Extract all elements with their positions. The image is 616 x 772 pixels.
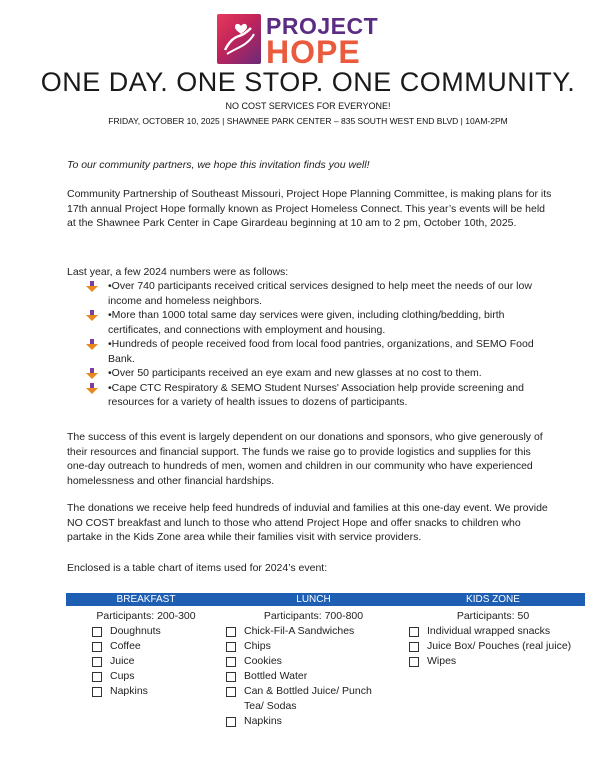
- logo-hope-text: HOPE: [266, 34, 361, 70]
- checklist-item: Chick-Fil-A Sandwiches: [226, 624, 401, 639]
- checklist-item: Chips: [226, 639, 401, 654]
- breakfast-items: [92, 624, 226, 699]
- kids-zone-column: [401, 609, 585, 669]
- lunch-header: LUNCH: [296, 594, 331, 605]
- checklist-item: Individual wrapped snacks: [409, 624, 585, 639]
- bullet-text: •Cape CTC Respiratory & SEMO Student Nurses' Association help provide screening and resources for a variety of health issues to dozens of participants.: [108, 381, 524, 408]
- logo-project-text: PROJECT: [266, 13, 379, 39]
- checklist-item: Wipes: [409, 654, 585, 669]
- down-arrow-icon: [86, 339, 98, 350]
- list-item: [86, 337, 556, 366]
- checklist-item: Juice Box/ Pouches (real juice): [409, 639, 585, 654]
- enclosed-text: Enclosed is a table chart of items used for 2024’s event:: [67, 562, 328, 574]
- lunch-participants: Participants: 700-800: [263, 610, 364, 622]
- greeting: To our community partners, we hope this invitation finds you well!: [67, 159, 370, 171]
- checklist-item: Cookies: [226, 654, 401, 669]
- donations-paragraph: The donations we receive help feed hundreds of induvial and families at this one-day event. We provide NO COST breakfast and lunch to those who attend Project Hope and offer snacks to children who partake in the Kids Zone area while their families visit with service providers.: [67, 502, 548, 543]
- list-item: [86, 308, 556, 337]
- lunch-items: [226, 624, 401, 729]
- stats-list: [86, 279, 556, 410]
- event-details: FRIDAY, OCTOBER 10, 2025 | SHAWNEE PARK CENTER – 835 SOUTH WEST END BLVD | 10AM-2PM: [108, 116, 508, 126]
- checklist-item: Bottled Water: [226, 669, 401, 684]
- success-paragraph: The success of this event is largely dependent on our donations and sponsors, who give generously of their resources and financial support. The funds we raise go to provide logistics and supplies for this one-day outreach to hundreds of men, women and children in our community who have experienced homelessness and other financial hardships.: [67, 431, 543, 487]
- lunch-column: [226, 609, 401, 729]
- down-arrow-icon: [86, 281, 98, 292]
- intro-paragraph: Community Partnership of Southeast Missouri, Project Hope Planning Committee, is making plans for its 17th annual Project Hope formally known as Project Homeless Connect. This year’s events will be held at the Shawnee Park Center in Cape Girardeau beginning at 10 am to 2 pm, October 10th, 2025.: [67, 188, 552, 229]
- breakfast-participants: Participants: 200-300: [96, 610, 196, 622]
- bullet-text: •Hundreds of people received food from local food pantries, organizations, and SEMO Food Bank.: [108, 338, 534, 365]
- down-arrow-icon: [86, 383, 98, 394]
- bullet-text: •Over 740 participants received critical services designed to help meet the needs of our low income and homeless neighbors.: [108, 280, 532, 307]
- kids-items: [409, 624, 585, 669]
- bullet-text: •More than 1000 total same day services were given, including clothing/bedding, birth certificates, and connections with employment and housing.: [108, 309, 505, 336]
- checklist-item: Coffee: [92, 639, 226, 654]
- table-header-bar: [66, 593, 585, 606]
- checklist-item: Doughnuts: [92, 624, 226, 639]
- checklist-item: Napkins: [92, 684, 226, 699]
- down-arrow-icon: [86, 310, 98, 321]
- project-hope-logo: [217, 13, 387, 70]
- checklist-item: Juice: [92, 654, 226, 669]
- kids-zone-header: KIDS ZONE: [466, 594, 520, 605]
- hands-heart-icon: [217, 14, 261, 64]
- list-item: [86, 366, 556, 381]
- kids-participants: Participants: 50: [456, 610, 530, 622]
- subhead: NO COST SERVICES FOR EVERYONE!: [225, 101, 391, 111]
- down-arrow-icon: [86, 368, 98, 379]
- list-item: [86, 279, 556, 308]
- checklist-item: Can & Bottled Juice/ Punch Tea/ Sodas: [226, 684, 394, 714]
- headline: ONE DAY. ONE STOP. ONE COMMUNITY.: [40, 67, 576, 97]
- breakfast-header: BREAKFAST: [116, 594, 176, 605]
- checklist-item: Napkins: [226, 714, 401, 729]
- list-item: [86, 381, 556, 410]
- numbers-intro: Last year, a few 2024 numbers were as follows:: [67, 266, 289, 278]
- breakfast-column: [66, 609, 226, 699]
- checklist-item: Cups: [92, 669, 226, 684]
- bullet-text: •Over 50 participants received an eye exam and new glasses at no cost to them.: [108, 367, 482, 379]
